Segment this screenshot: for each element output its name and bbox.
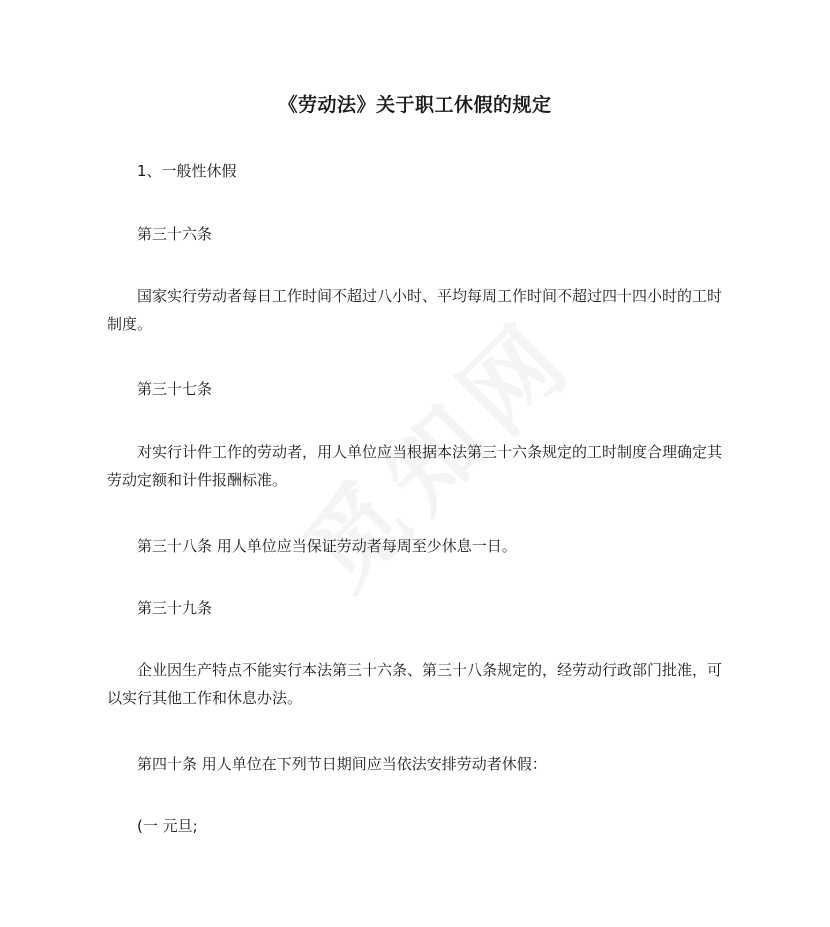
page-title: 《劳动法》关于职工休假的规定 bbox=[278, 94, 552, 116]
article-39-body: 企业因生产特点不能实行本法第三十六条、第三十八条规定的，经劳动行政部门批准，可以实行其他工作和休息办法。 bbox=[107, 661, 723, 707]
article-38: 第三十八条 用人单位应当保证劳动者每周至少休息一日。 bbox=[137, 537, 517, 555]
article-39-heading: 第三十九条 bbox=[137, 599, 213, 617]
article-36-heading: 第三十六条 bbox=[137, 225, 213, 243]
article-37-heading: 第三十七条 bbox=[137, 380, 213, 398]
section-heading: 1、一般性休假 bbox=[137, 162, 237, 180]
article-36-body: 国家实行劳动者每日工作时间不超过八小时、平均每周工作时间不超过四十四小时的工时制度。 bbox=[107, 287, 723, 333]
article-37-body: 对实行计件工作的劳动者，用人单位应当根据本法第三十六条规定的工时制度合理确定其劳动定额和计件报酬标准。 bbox=[107, 443, 723, 489]
article-40: 第四十条 用人单位在下列节日期间应当依法安排劳动者休假： bbox=[137, 755, 547, 773]
holiday-item-1: (一 元旦; bbox=[137, 817, 198, 835]
